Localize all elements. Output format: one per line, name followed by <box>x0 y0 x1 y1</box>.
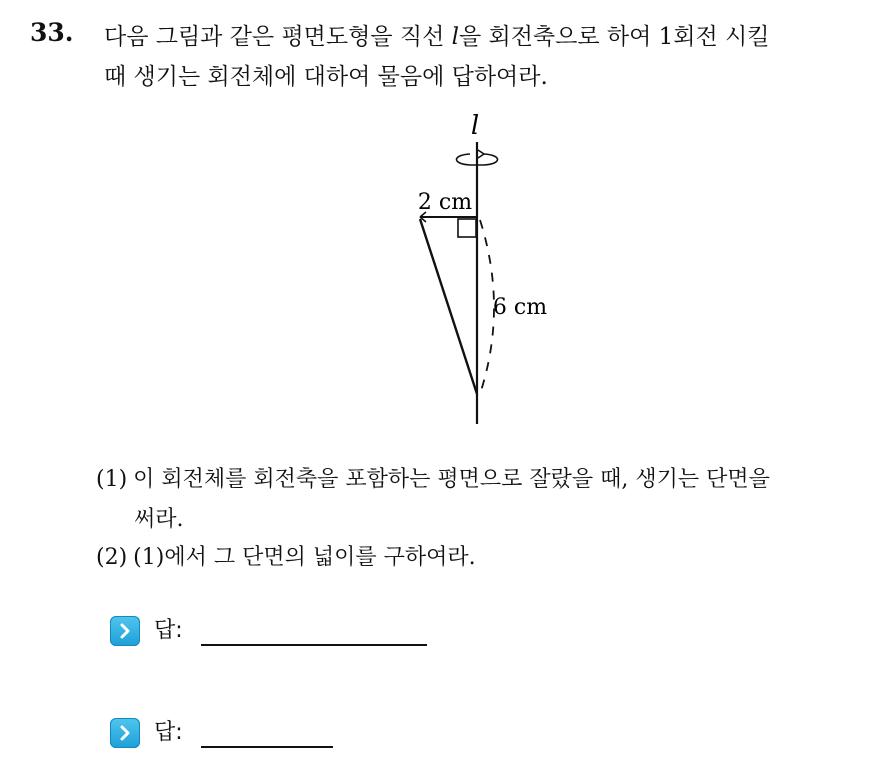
question-number: 33. <box>30 18 74 47</box>
answer-blank-1[interactable] <box>201 614 427 646</box>
question-text-line1 <box>104 18 769 51</box>
question-text-part1: 다음 그림과 같은 평면도형을 직선 <box>104 24 452 50</box>
subquestion-1 <box>96 462 770 493</box>
subquestion-2-text: (1)에서 그 단면의 넓이를 구하여라. <box>133 545 476 570</box>
answer-row-2 <box>110 716 333 748</box>
question-text-line2: 때 생기는 회전체에 대하여 물음에 답하여라. <box>104 64 548 90</box>
chevron-right-icon <box>110 718 140 748</box>
chevron-right-icon <box>110 616 140 646</box>
right-angle-marker <box>458 219 476 237</box>
subquestion-1-text: 이 회전체를 회전축을 포함하는 평면으로 잘랐을 때, 생기는 단면을 <box>133 467 770 492</box>
height-dashed-arc <box>480 220 494 394</box>
subquestion-1-continuation: 써라. <box>134 507 184 532</box>
figure-axis-label: l <box>470 111 480 141</box>
subquestion-2-mark: (2) <box>96 545 128 570</box>
answer-label-2: 답: <box>154 720 183 745</box>
axis-variable: l <box>451 24 459 50</box>
triangle-hypotenuse <box>420 219 477 394</box>
question-text-part2: 을 회전축으로 하여 1회전 시킬 <box>458 24 770 50</box>
answer-blank-2[interactable] <box>201 716 333 748</box>
rotation-figure <box>380 108 600 438</box>
answer-label-1: 답: <box>154 618 183 643</box>
top-length-label: 2 cm <box>417 190 473 215</box>
answer-row-1 <box>110 614 427 646</box>
side-length-label: 6 cm <box>492 295 548 320</box>
subquestion-1-mark: (1) <box>96 467 128 492</box>
subquestion-2 <box>96 540 476 571</box>
